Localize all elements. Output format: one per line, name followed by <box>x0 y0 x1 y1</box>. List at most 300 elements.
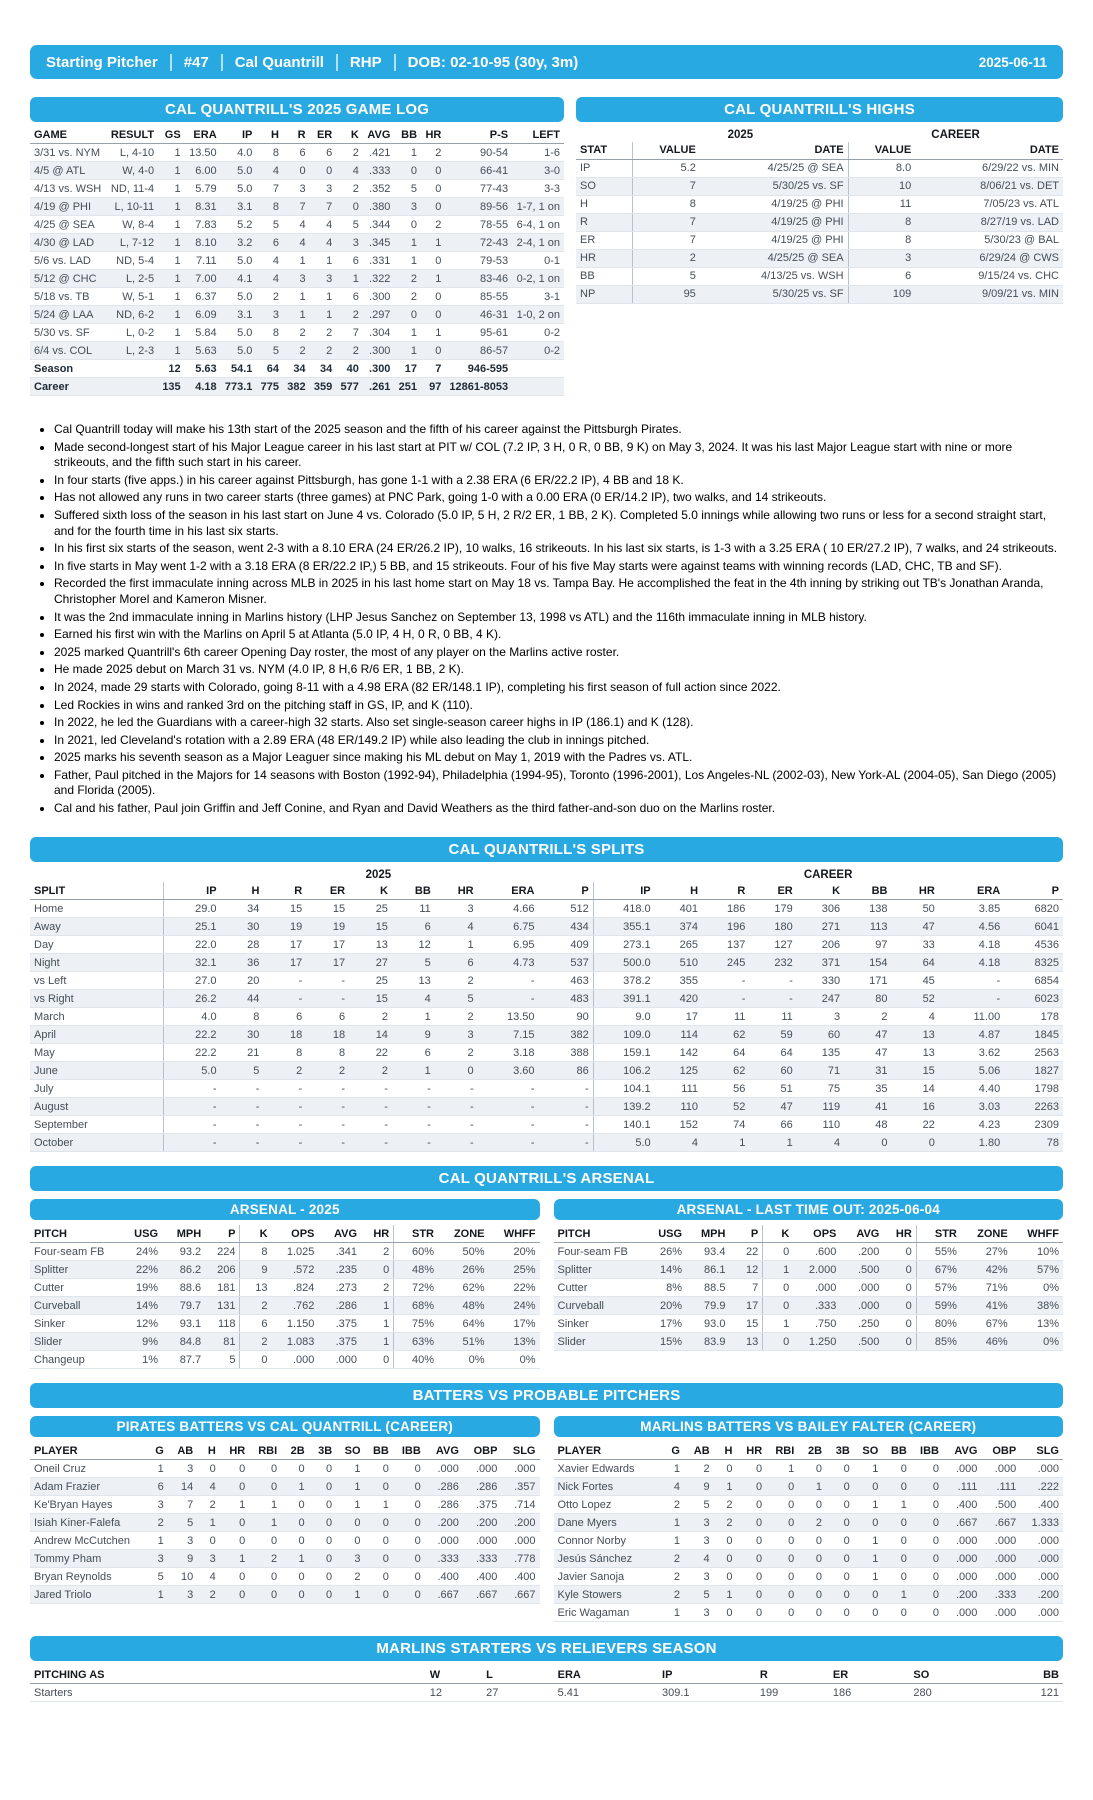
cell: 27 <box>349 954 392 972</box>
cell: .000 <box>840 1297 883 1315</box>
cell: 8% <box>643 1279 686 1297</box>
cell: 139.2 <box>593 1098 654 1116</box>
cell: 196 <box>702 918 749 936</box>
splits-section <box>30 837 1063 1153</box>
cell: .000 <box>1020 1604 1063 1622</box>
cell: 4 <box>283 234 310 252</box>
cell: 3 <box>283 270 310 288</box>
column-header: VALUE <box>848 142 915 160</box>
notes-list <box>30 422 1063 817</box>
cell: Away <box>30 918 164 936</box>
cell: 0 <box>421 162 445 180</box>
header-segment: RHP <box>349 53 382 71</box>
cell: .250 <box>840 1315 883 1333</box>
cell: 6 <box>240 1315 272 1333</box>
cell: - <box>539 1098 594 1116</box>
arsenal-section-title: CAL QUANTRILL'S ARSENAL <box>30 1166 1063 1191</box>
table-row <box>30 252 564 270</box>
cell: 6 <box>306 1008 349 1026</box>
cell: 1.083 <box>272 1333 319 1351</box>
cell: 2 <box>240 1333 272 1351</box>
column-header: HR <box>883 1225 916 1243</box>
cell: 7 <box>633 213 700 231</box>
column-header: PLAYER <box>30 1442 145 1460</box>
cell: 78 <box>1004 1134 1063 1152</box>
cell: 7.11 <box>185 252 221 270</box>
cell: .286 <box>463 1478 502 1496</box>
cell: 26% <box>438 1261 489 1279</box>
cell: 5 <box>435 990 478 1008</box>
cell: 1.250 <box>793 1333 840 1351</box>
cell: 79-53 <box>445 252 512 270</box>
cell: 110 <box>655 1098 702 1116</box>
cell: 1 <box>281 1478 309 1496</box>
cell: 3 <box>684 1532 714 1550</box>
cell: 4/25 @ SEA <box>30 216 106 234</box>
cell: 5.0 <box>593 1134 654 1152</box>
cell: 0 <box>249 1460 281 1478</box>
column-header: SLG <box>501 1442 539 1460</box>
cell: - <box>221 1116 264 1134</box>
column-header: USG <box>119 1225 162 1243</box>
cell: 10 <box>848 177 915 195</box>
bullet-item: • Earned his first win with the Marlins on April 5 at Atlanta (5.0 IP, 4 H, 0 R, 0 BB, 4 K). <box>54 627 1063 643</box>
cell: 63% <box>394 1333 438 1351</box>
cell: 2 <box>349 1008 392 1026</box>
cell: 4 <box>283 216 310 234</box>
cell: .600 <box>793 1243 840 1261</box>
cell: 0 <box>882 1568 911 1586</box>
cell: 64 <box>891 954 938 972</box>
cell: 8 <box>256 198 283 216</box>
cell: 11 <box>702 1008 749 1026</box>
table-row <box>554 1297 1064 1315</box>
cell: 5.0 <box>221 180 257 198</box>
cell: .667 <box>943 1514 981 1532</box>
cell: 0 <box>394 306 421 324</box>
bullet-item: • 2025 marked Quantrill's 6th career Opening Day roster, the most of any player on the Marlins active roster. <box>54 645 1063 661</box>
cell: 1 <box>714 1586 737 1604</box>
group-header: 2025 <box>365 869 392 882</box>
cell: - <box>263 1134 306 1152</box>
cell: 109 <box>848 285 915 303</box>
bullet-item: • He made 2025 debut on March 31 vs. NYM (4.0 IP, 8 H,6 R/6 ER, 1 BB, 2 K). <box>54 662 1063 678</box>
table-row <box>554 1261 1064 1279</box>
cell: 12% <box>119 1315 162 1333</box>
cell: 50 <box>891 900 938 918</box>
cell: 4.66 <box>478 900 539 918</box>
cell: 56 <box>702 1080 749 1098</box>
cell: 2 <box>145 1514 168 1532</box>
cell: - <box>349 1098 392 1116</box>
cell: 0 <box>309 1550 337 1568</box>
cell: 72% <box>394 1279 438 1297</box>
cell: Isiah Kiner-Falefa <box>30 1514 145 1532</box>
table-row <box>554 1568 1064 1586</box>
table-row <box>30 162 564 180</box>
cell: 2 <box>435 1044 478 1062</box>
cell: 0 <box>393 1514 425 1532</box>
cell: 1-6 <box>512 144 564 162</box>
column-header: MPH <box>162 1225 205 1243</box>
table-row <box>30 1080 1063 1098</box>
cell: 60 <box>749 1062 796 1080</box>
cell: 1 <box>854 1568 883 1586</box>
cell: 1 <box>421 234 445 252</box>
cell: 51 <box>749 1080 796 1098</box>
cell: 67% <box>916 1261 961 1279</box>
cell: 4 <box>310 234 337 252</box>
cell: .000 <box>463 1532 502 1550</box>
cell: 0 <box>736 1460 766 1478</box>
column-header: ERA <box>939 882 1004 900</box>
cell: 0 <box>249 1586 281 1604</box>
cell: - <box>306 972 349 990</box>
cell: 0 <box>891 1134 938 1152</box>
cell: 1 <box>158 144 185 162</box>
cell: 20% <box>643 1297 686 1315</box>
cell: 54.1 <box>221 360 257 378</box>
cell: 5/30/25 vs. SF <box>700 177 848 195</box>
column-header: IBB <box>393 1442 425 1460</box>
cell: .400 <box>425 1568 463 1586</box>
cell: 2 <box>394 270 421 288</box>
column-header: HR <box>220 1442 249 1460</box>
cell: 0 <box>883 1333 916 1351</box>
cell: .000 <box>425 1532 463 1550</box>
column-header: ZONE <box>961 1225 1012 1243</box>
cell: 33 <box>891 936 938 954</box>
report-date: 2025-06-11 <box>978 54 1047 70</box>
cell: IP <box>576 159 633 177</box>
column-header: STAT <box>576 142 633 160</box>
table-row <box>30 1550 540 1568</box>
cell: 7.15 <box>478 1026 539 1044</box>
cell: 60% <box>394 1243 438 1261</box>
column-header: IP <box>221 126 257 144</box>
splits-title: CAL QUANTRILL'S SPLITS <box>30 837 1063 862</box>
cell: 78-55 <box>445 216 512 234</box>
column-header: K <box>763 1225 794 1243</box>
cell: 85% <box>916 1333 961 1351</box>
table-row <box>30 1351 540 1369</box>
cell: 8325 <box>1004 954 1063 972</box>
cell: 6 <box>392 1044 435 1062</box>
cell: 113 <box>844 918 891 936</box>
cell: 1 <box>854 1532 883 1550</box>
cell: 5 <box>336 216 363 234</box>
cell: 0 <box>714 1550 737 1568</box>
cell: 8/27/19 vs. LAD <box>915 213 1063 231</box>
cell: 0 <box>393 1568 425 1586</box>
cell: 3 <box>145 1550 168 1568</box>
cell: 6 <box>256 234 283 252</box>
cell: 355 <box>655 972 702 990</box>
cell: 1 <box>158 342 185 360</box>
cell: 2 <box>661 1568 684 1586</box>
table-row <box>30 1044 1063 1062</box>
cell: 0 <box>714 1532 737 1550</box>
column-header: 2B <box>281 1442 309 1460</box>
cell: 2 <box>349 1062 392 1080</box>
cell: 4 <box>891 1008 938 1026</box>
cell: Slider <box>554 1333 643 1351</box>
cell: Four-seam FB <box>30 1243 119 1261</box>
cell: 6/4 vs. COL <box>30 342 106 360</box>
cell: 1.150 <box>272 1315 319 1333</box>
cell: 5/30/23 @ BAL <box>915 231 1063 249</box>
separator <box>336 54 338 71</box>
cell: Splitter <box>554 1261 643 1279</box>
cell: 60 <box>797 1026 844 1044</box>
cell: 13.50 <box>478 1008 539 1026</box>
cell: 15 <box>349 990 392 1008</box>
column-header: H <box>197 1442 220 1460</box>
cell: 0-2 <box>512 324 564 342</box>
cell: 0 <box>220 1568 249 1586</box>
cell: .111 <box>981 1478 1020 1496</box>
cell: 75% <box>394 1315 438 1333</box>
cell: 0 <box>361 1261 394 1279</box>
cell: .400 <box>463 1568 502 1586</box>
cell: 5 <box>394 180 421 198</box>
cell: 1 <box>661 1604 684 1622</box>
cell: 1 <box>763 1261 794 1279</box>
cell: - <box>306 1080 349 1098</box>
cell: 8 <box>240 1243 272 1261</box>
cell: 3 <box>797 1008 844 1026</box>
cell: 12 <box>729 1261 762 1279</box>
cell: 0 <box>766 1586 798 1604</box>
cell: 1% <box>119 1351 162 1369</box>
cell: 0 <box>283 162 310 180</box>
cell: 0 <box>336 1514 364 1532</box>
cell: 3 <box>168 1586 197 1604</box>
cell: - <box>539 1080 594 1098</box>
cell: July <box>30 1080 164 1098</box>
cell: 0 <box>421 180 445 198</box>
game-log-title: CAL QUANTRILL'S 2025 GAME LOG <box>30 97 564 122</box>
cell: 0 <box>883 1297 916 1315</box>
cell: 137 <box>702 936 749 954</box>
cell: 15 <box>263 900 306 918</box>
cell: .200 <box>463 1514 502 1532</box>
table-row <box>30 1568 540 1586</box>
cell: 8.31 <box>185 198 221 216</box>
cell: 4/19/25 @ PHI <box>700 213 848 231</box>
cell: 0 <box>393 1460 425 1478</box>
cell: 2 <box>435 972 478 990</box>
cell: 48 <box>844 1116 891 1134</box>
table-row <box>30 1586 540 1604</box>
column-header: P-S <box>445 126 512 144</box>
table-row <box>30 1460 540 1478</box>
cell: 1798 <box>1004 1080 1063 1098</box>
cell: 3 <box>435 900 478 918</box>
cell: 127 <box>749 936 796 954</box>
cell: - <box>539 1134 594 1152</box>
cell: 93.4 <box>686 1243 729 1261</box>
cell: Day <box>30 936 164 954</box>
cell: 4 <box>655 1134 702 1152</box>
cell: 1 <box>854 1460 883 1478</box>
column-header: SO <box>909 1666 1005 1684</box>
cell: 1 <box>394 234 421 252</box>
cell: 2 <box>306 1062 349 1080</box>
cell: .000 <box>1020 1460 1063 1478</box>
cell: 95-61 <box>445 324 512 342</box>
cell: 118 <box>205 1315 240 1333</box>
cell: 30 <box>221 918 264 936</box>
cell: 4 <box>256 270 283 288</box>
cell: 17% <box>643 1315 686 1333</box>
group-header <box>576 126 633 142</box>
cell: 4/13 vs. WSH <box>30 180 106 198</box>
cell: 66-41 <box>445 162 512 180</box>
cell: 5.63 <box>185 342 221 360</box>
cell: 374 <box>655 918 702 936</box>
cell: .200 <box>501 1514 539 1532</box>
cell: 1 <box>394 144 421 162</box>
cell: 7 <box>168 1496 197 1514</box>
cell: 3 <box>684 1568 714 1586</box>
cell: 5.0 <box>221 162 257 180</box>
column-header: W <box>426 1666 482 1684</box>
cell: .000 <box>943 1532 981 1550</box>
column-header: H <box>256 126 283 144</box>
column-header-row <box>554 1442 1064 1460</box>
column-header: BB <box>365 1442 393 1460</box>
cell: Adam Frazier <box>30 1478 145 1496</box>
cell: 4 <box>256 252 283 270</box>
cell: 2263 <box>1004 1098 1063 1116</box>
cell: 0 <box>365 1532 393 1550</box>
cell: - <box>221 1134 264 1152</box>
arsenal-section <box>30 1166 1063 1369</box>
cell: 0-2 <box>512 342 564 360</box>
cell: 3.03 <box>939 1098 1004 1116</box>
bullet-item: • Suffered sixth loss of the season in his last start on June 4 vs. Colorado (5.0 IP, 5 H, 2 R/2 ER, 1 BB, 2 K). Completed 5.0 innings while allowing two runs or less for a second straight start, and for the fourth time in his last six starts. <box>54 508 1063 539</box>
cell: 0 <box>220 1460 249 1478</box>
cell: 0 <box>393 1586 425 1604</box>
column-header-row <box>30 1666 1063 1684</box>
cell: 20 <box>221 972 264 990</box>
cell: 13 <box>729 1333 762 1351</box>
cell: 1 <box>421 270 445 288</box>
cell: 7 <box>633 231 700 249</box>
cell: 5 <box>684 1496 714 1514</box>
cell: - <box>435 1116 478 1134</box>
cell: 4 <box>797 1134 844 1152</box>
cell: 57% <box>1012 1261 1063 1279</box>
cell: 12 <box>426 1684 482 1702</box>
cell: 1 <box>220 1550 249 1568</box>
cell: June <box>30 1062 164 1080</box>
cell: 47 <box>844 1026 891 1044</box>
pirates-batters-title: PIRATES BATTERS VS CAL QUANTRILL (CAREER) <box>30 1416 540 1437</box>
cell: 2 <box>633 249 700 267</box>
cell: 0 <box>421 342 445 360</box>
cell: 3-1 <box>512 288 564 306</box>
cell: 86.2 <box>162 1261 205 1279</box>
cell: - <box>306 1116 349 1134</box>
table-row <box>554 1550 1064 1568</box>
column-header: H <box>655 882 702 900</box>
cell: 30 <box>221 1026 264 1044</box>
cell: 6 <box>392 918 435 936</box>
cell: 510 <box>655 954 702 972</box>
cell: 8 <box>221 1008 264 1026</box>
column-header: WHFF <box>489 1225 540 1243</box>
highs-section <box>576 97 1063 304</box>
cell: 1 <box>283 306 310 324</box>
cell: 0 <box>826 1478 854 1496</box>
batters-tables-row <box>30 1416 1063 1622</box>
column-header: HR <box>736 1442 766 1460</box>
cell: 0 <box>736 1532 766 1550</box>
cell: 2 <box>197 1496 220 1514</box>
column-header: ERA <box>185 126 221 144</box>
table-row <box>30 288 564 306</box>
cell: 25 <box>349 972 392 990</box>
cell: 41% <box>961 1297 1012 1315</box>
cell: 0 <box>393 1496 425 1514</box>
cell: 89-56 <box>445 198 512 216</box>
cell: 0 <box>249 1478 281 1496</box>
cell: 5 <box>168 1514 197 1532</box>
cell: 22% <box>489 1279 540 1297</box>
cell: 4/25/25 @ SEA <box>700 249 848 267</box>
cell: .500 <box>840 1333 883 1351</box>
bullet-item: • In five starts in May went 1-2 with a 3.18 ERA (8 ER/22.2 IP,) 5 BB, and 15 strikeouts. Four of his five May starts were against teams with winning records (LAD, CHC, TB and SF). <box>54 559 1063 575</box>
cell: L, 2-3 <box>106 342 158 360</box>
cell: 97 <box>844 936 891 954</box>
cell: - <box>263 972 306 990</box>
cell: 22.2 <box>164 1026 221 1044</box>
cell: .200 <box>425 1514 463 1532</box>
cell: 3.18 <box>478 1044 539 1062</box>
cell: - <box>392 1098 435 1116</box>
arsenal-2025-title: ARSENAL - 2025 <box>30 1199 540 1220</box>
cell: 6 <box>435 954 478 972</box>
bullet-item: • Made second-longest start of his Major League career in his last start at PIT w/ COL (7.2 IP, 3 H, 0 R, 0 BB, 9 K) on May 3, 2024. It was his last Major League start with nine or more strikeouts, and the fifth such start in his career. <box>54 440 1063 471</box>
cell: 8 <box>263 1044 306 1062</box>
cell: 0 <box>336 1532 364 1550</box>
cell: 2 <box>421 216 445 234</box>
cell: 17 <box>306 954 349 972</box>
cell: Changeup <box>30 1351 119 1369</box>
table-row <box>30 234 564 252</box>
cell: 3 <box>336 1550 364 1568</box>
cell: 0 <box>736 1550 766 1568</box>
column-header: ERA <box>478 882 539 900</box>
cell: 0 <box>365 1568 393 1586</box>
cell: 42% <box>961 1261 1012 1279</box>
cell: 1 <box>197 1514 220 1532</box>
cell: 6041 <box>1004 918 1063 936</box>
table <box>554 1442 1064 1622</box>
cell: 1845 <box>1004 1026 1063 1044</box>
cell: 90-54 <box>445 144 512 162</box>
column-header: SO <box>854 1442 883 1460</box>
column-header: MPH <box>686 1225 729 1243</box>
cell: .000 <box>318 1351 361 1369</box>
cell: 6854 <box>1004 972 1063 990</box>
table-row <box>554 1604 1064 1622</box>
cell: 93.1 <box>162 1315 205 1333</box>
table-row <box>554 1333 1064 1351</box>
cell: - <box>478 1098 539 1116</box>
